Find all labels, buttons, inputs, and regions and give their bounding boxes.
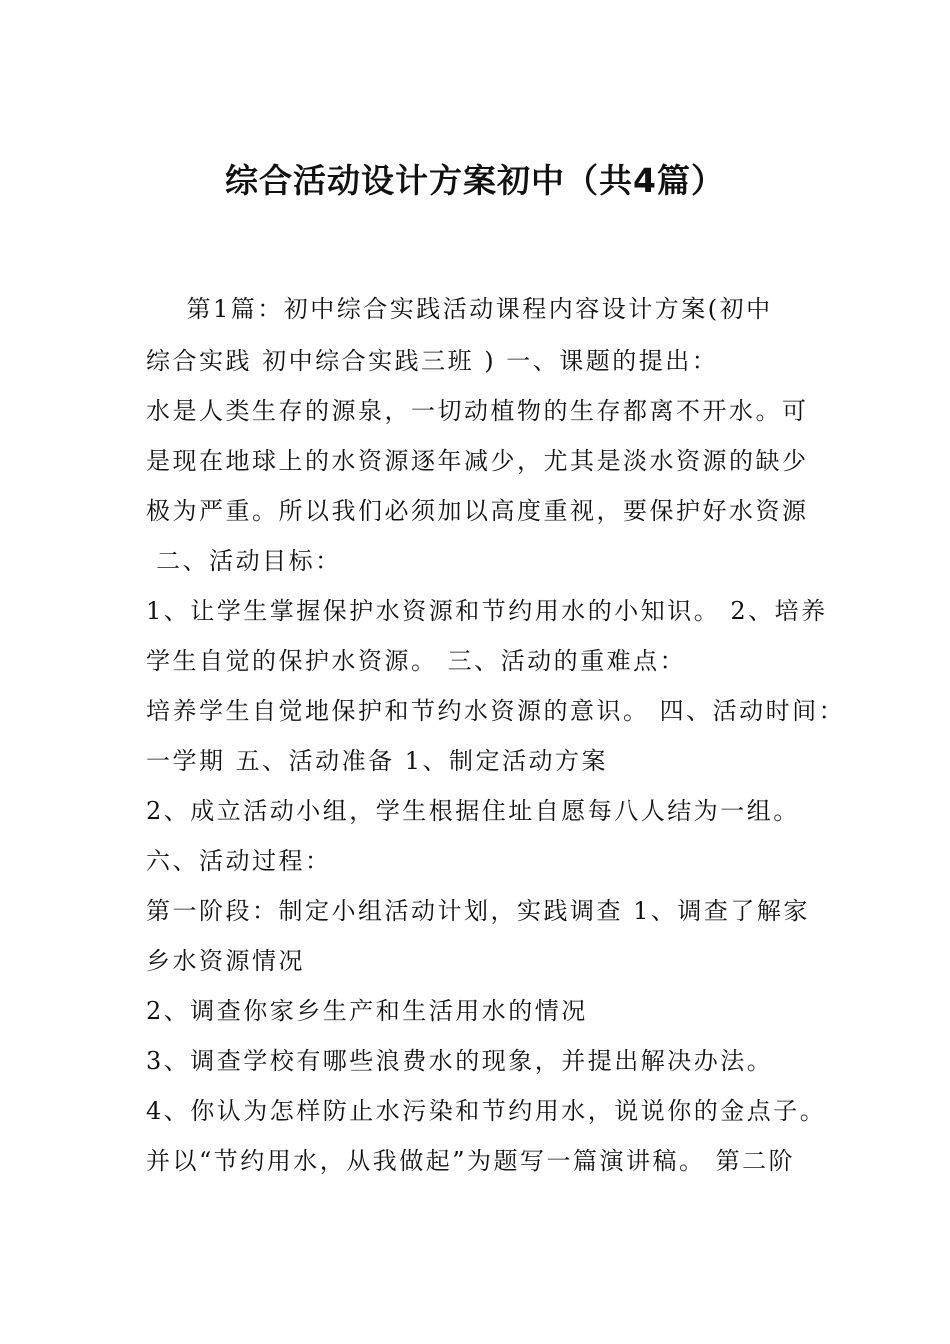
body-line-18: 并以“节约用水，从我做起”为题写一篇演讲稿。 第二阶 xyxy=(146,1147,796,1175)
body-line-6: 二、活动目标： xyxy=(146,547,342,575)
body-line-10: 一学期 五、活动准备 1、制定活动方案 xyxy=(146,747,609,775)
body-line-4: 是现在地球上的水资源逐年减少，尤其是淡水资源的缺少 xyxy=(146,447,809,475)
body-line-5: 极为严重。所以我们必须加以高度重视，要保护好水资源 xyxy=(146,497,809,525)
body-line-15: 2、调查你家乡生产和生活用水的情况 xyxy=(146,997,588,1025)
body-line-8: 学生自觉的保护水资源。 三、活动的重难点： xyxy=(146,647,687,675)
body-line-14: 乡水资源情况 xyxy=(146,947,305,975)
body-line-13: 第一阶段：制定小组活动计划，实践调查 1、调查了解家 xyxy=(146,897,810,925)
body-line-1: 第1篇：初中综合实践活动课程内容设计方案(初中 xyxy=(146,295,773,323)
document-title: 综合活动设计方案初中（共4篇） xyxy=(225,161,725,200)
body-line-17: 4、你认为怎样防止水污染和节约用水，说说你的金点子。 xyxy=(146,1097,827,1125)
body-line-2: 综合实践 初中综合实践三班 ) 一、课题的提出： xyxy=(146,347,719,375)
body-line-16: 3、调查学校有哪些浪费水的现象，并提出解决办法。 xyxy=(146,1047,774,1075)
body-line-7: 1、让学生掌握保护水资源和节约用水的小知识。 2、培养 xyxy=(146,597,828,625)
body-line-11: 2、成立活动小组，学生根据住址自愿每八人结为一组。 xyxy=(146,797,800,825)
body-line-3: 水是人类生存的源泉，一切动植物的生存都离不开水。可 xyxy=(146,397,809,425)
body-line-9: 培养学生自觉地保护和节约水资源的意识。 四、活动时间： xyxy=(146,697,846,725)
body-line-12: 六、活动过程： xyxy=(146,847,332,875)
